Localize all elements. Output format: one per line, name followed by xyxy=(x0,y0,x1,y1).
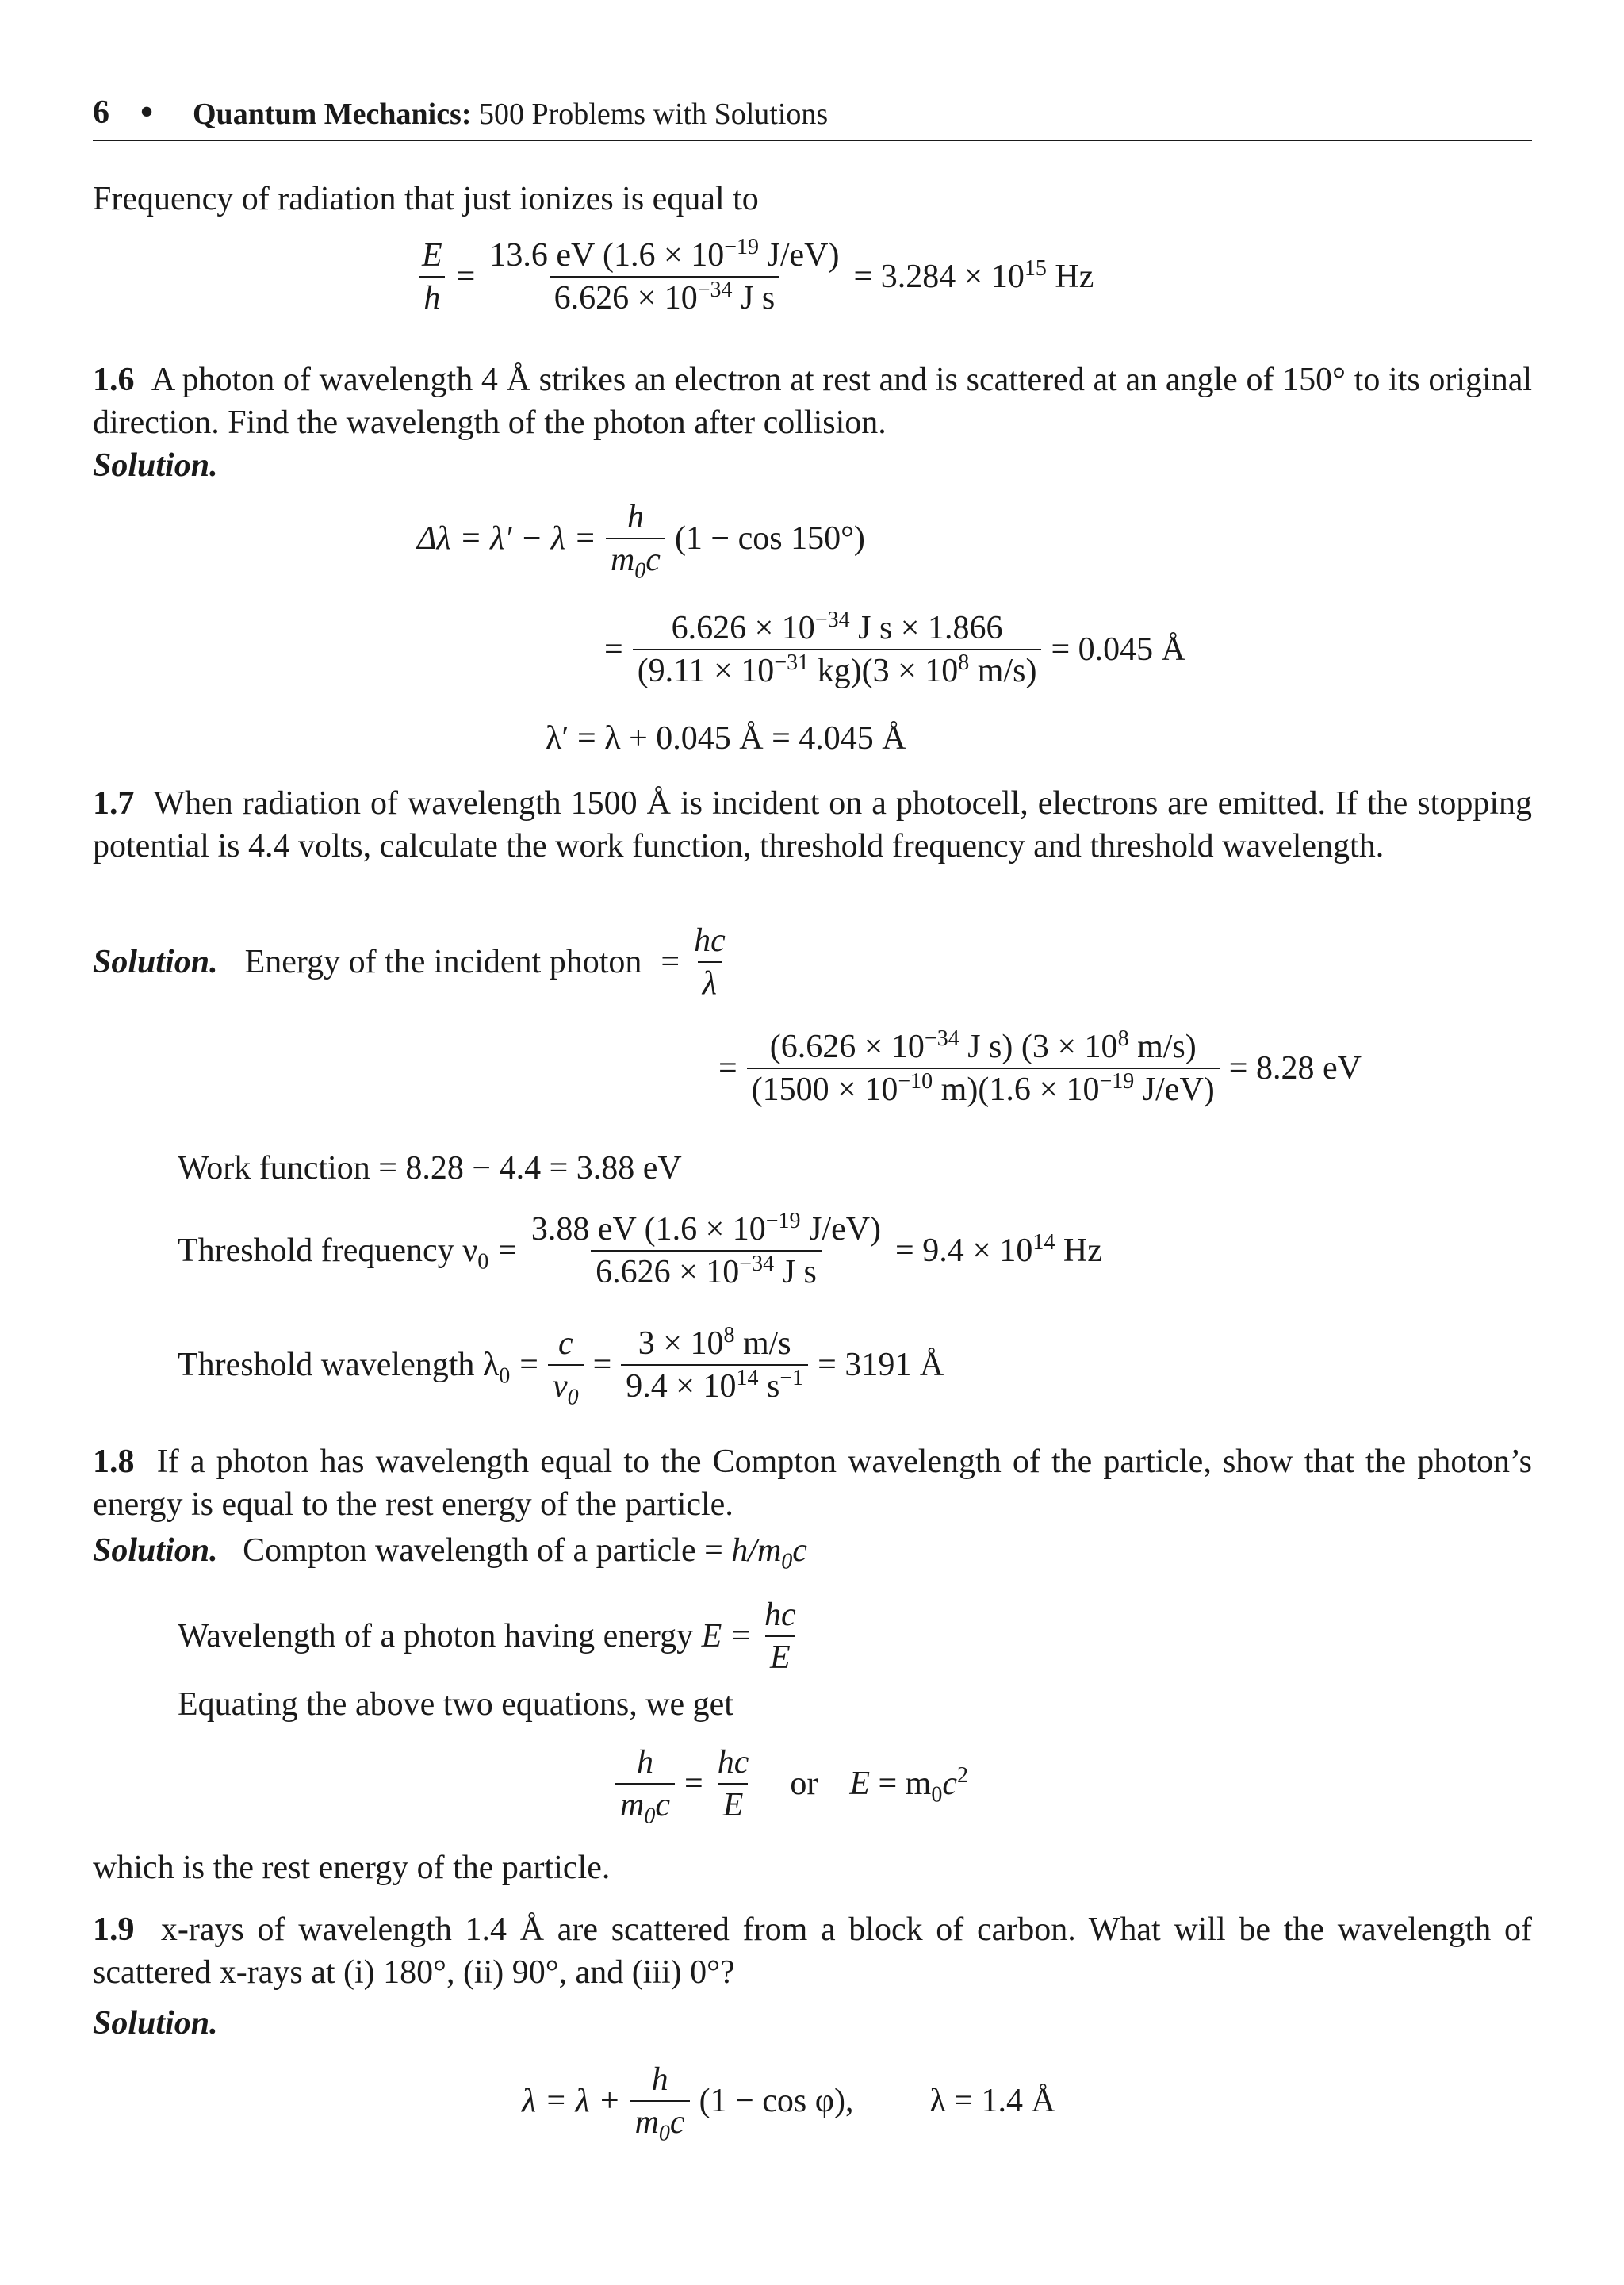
header-bullet: • xyxy=(140,91,154,132)
eq-1-7-energy-a: Solution. Energy of the incident photon = $\frac{hc}{\lambda}$ xyxy=(93,920,735,1004)
eq-1-9: λ = λ + $\frac{h}{m_0c}$ (1 − cos φ), λ = 1.4 Å xyxy=(522,2061,1055,2146)
eq-1-6-b: = $\frac{6.626 \times 10^{-34} J s \times 1.866}{(9.11 \times 10^{-31} kg)(3 \times 10^8 m/s)}$ = 0.045 Å xyxy=(599,608,1190,692)
solution-label-1-9: Solution. xyxy=(93,2005,218,2042)
problem-1-8: 1.8 If a photon has wavelength equal to the Compton wavelength of the particle, show that the photon’s energy is equal to the rest energy of the particle. xyxy=(93,1443,1532,1523)
conclusion-1-8: which is the rest energy of the particle. xyxy=(93,1850,611,1886)
eq-1-7-energy-b: = $\frac{(6.626 \times 10^{-34} J s) (3 \times 10^8 m/s)}{(1500 \times 10^{-10} m)(1.6 \times 10^{-19} J/eV)}$ = 8.28 eV xyxy=(714,1026,1366,1110)
problem-1-7: 1.7 When radiation of wavelength 1500 Å is incident on a photocell, electrons are emitted. If the stopping potential is 4.4 volts, calculate the work function, threshold frequency and threshold wavelength. xyxy=(93,785,1532,865)
problem-1-6: 1.6 A photon of wavelength 4 Å strikes an electron at rest and is scattered at an angle of 150° to its original direction. Find the wavelength of the photon after collision. xyxy=(93,362,1533,441)
solution-label-1-6: Solution. xyxy=(93,447,218,484)
page-number: 6 xyxy=(93,94,109,131)
problem-number: 1.6 xyxy=(93,362,135,398)
book-title-bold: Quantum Mechanics: xyxy=(193,98,472,131)
eq-1-8-final: $\frac{h}{m_0c}$ = $\frac{hc}{E}$ or $E = m_0c^2$ xyxy=(611,1742,973,1826)
threshold-frequency: Threshold frequency $\nu_0$ = $\frac{3.88 eV (1.6 \times 10^{-19} J/eV)}{6.626 \times 10^{-34} J s}$ = $9.4 \times 10^{14}$ Hz xyxy=(178,1209,1107,1293)
intro-lhs-fraction: $\frac{E}{h}$ xyxy=(417,235,447,319)
intro-equation: $\frac{E}{h}$ = $\frac{13.6 eV (1.6 \times 10^{-19} J/eV)}{6.626 \times 10^{-34} J s}$ = $3.284 \times 10^{15}$ Hz xyxy=(412,235,1098,319)
problem-1-9: 1.9 x-rays of wavelength 1.4 Å are scattered from a block of carbon. What will be the wavelength of scattered x-rays at (i) 180°, (ii) 90°, and (iii) 0°? xyxy=(93,1911,1532,1991)
photon-wavelength-line: Wavelength of a photon having energy E = $\frac{hc}{E}$ xyxy=(178,1594,806,1678)
threshold-wavelength: Threshold wavelength $\lambda_0$ = $\frac{c}{\nu_0}$ = $\frac{3 \times 10^8 m/s}{9.4 \times 10^{14} s^{-1}}$ = 3191 Å xyxy=(178,1323,944,1410)
intro-text: Frequency of radiation that just ionizes is equal to xyxy=(93,181,759,217)
intro-result: = $3.284 \times 10^{15}$ Hz xyxy=(853,256,1094,295)
intro-main-fraction: $\frac{13.6 eV (1.6 \times 10^{-19} J/eV)}{6.626 \times 10^{-34} J s}$ xyxy=(485,235,844,319)
book-title xyxy=(193,97,828,132)
book-title-rest: 500 Problems with Solutions xyxy=(471,98,829,131)
compton-line: Solution. Compton wavelength of a particle = $h/m_0c$ xyxy=(93,1532,807,1574)
eq-1-6-a: Δλ = λ′ − λ = $\frac{h}{m_0c}$ (1 − cos 150°) xyxy=(417,499,865,584)
eq-1-6-c: λ′ = λ + 0.045 Å = 4.045 Å xyxy=(546,720,906,757)
work-function: Work function = 8.28 − 4.4 = 3.88 eV xyxy=(178,1150,682,1187)
equating-text: Equating the above two equations, we get xyxy=(178,1686,733,1723)
running-header xyxy=(93,91,1532,141)
